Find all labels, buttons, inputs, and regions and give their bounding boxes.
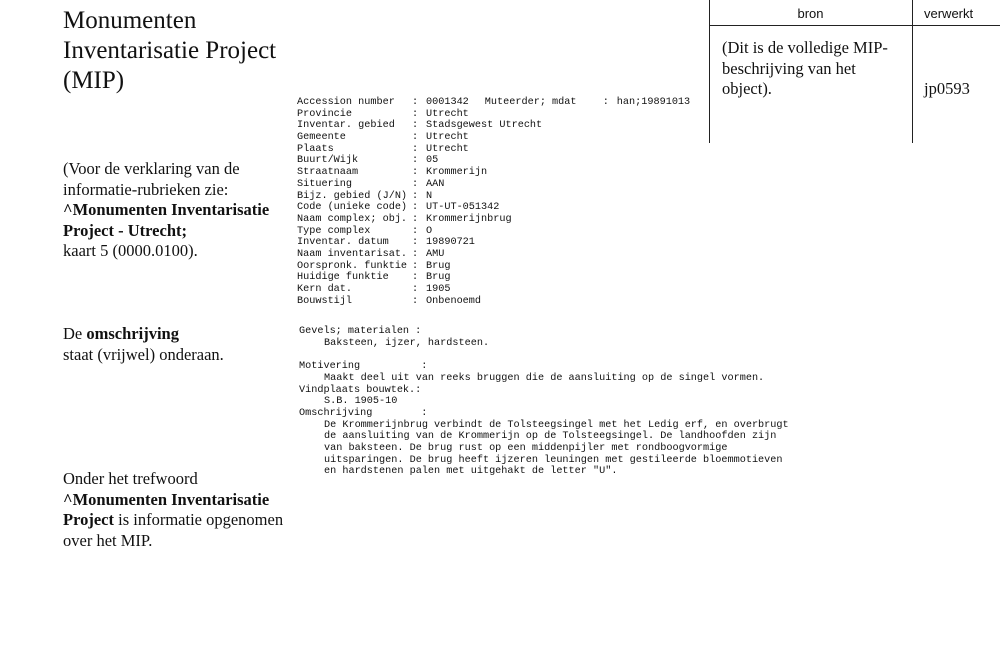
field-label: Type complex xyxy=(297,225,371,237)
field-value: Krommerijnbrug xyxy=(426,213,512,225)
vindplaats-text: S.B. 1905-10 xyxy=(324,396,398,408)
field-value: Utrecht xyxy=(426,132,469,144)
info-note-trefwoord xyxy=(63,469,303,551)
note-text: De xyxy=(63,324,83,343)
field-value: Utrecht xyxy=(426,108,469,120)
field-row xyxy=(297,132,690,144)
field-separator: : xyxy=(412,272,419,284)
field-separator: : xyxy=(412,237,419,249)
field-separator: : xyxy=(412,97,419,108)
field-value: 19890721 xyxy=(426,237,475,249)
omschrijving-heading: Omschrijving : xyxy=(299,407,428,419)
field-label: Inventar. datum xyxy=(297,237,389,249)
field-label: Naam complex; obj. xyxy=(297,213,408,225)
field-value: 1905 xyxy=(426,284,451,295)
field-label: Buurt/Wijk xyxy=(297,155,359,167)
field-separator: : xyxy=(412,202,419,214)
field-row xyxy=(297,202,690,214)
field-label: Huidige funktie xyxy=(297,272,389,284)
box-divider xyxy=(709,0,710,143)
record-sections xyxy=(299,326,794,478)
info-note-verklaring xyxy=(63,159,303,262)
field-value: AMU xyxy=(426,248,445,260)
field-row xyxy=(297,284,690,296)
note-text: staat (vrijwel) onderaan. xyxy=(63,344,224,364)
field-separator: : xyxy=(602,97,609,108)
page-title: Monumenten Inventarisatie Project (MIP) xyxy=(63,7,277,94)
field-row xyxy=(297,155,690,167)
field-label: Naam inventarisat. xyxy=(297,248,408,260)
field-separator: : xyxy=(412,213,419,225)
field-separator: : xyxy=(412,284,419,295)
field-separator: : xyxy=(412,178,419,190)
field-row xyxy=(297,226,690,238)
field-row xyxy=(297,214,690,226)
field-value: Onbenoemd xyxy=(426,295,482,307)
field-row xyxy=(297,249,690,261)
field-value: Utrecht xyxy=(426,143,469,155)
field-value: Krommerijn xyxy=(426,167,488,179)
field-value: Brug xyxy=(426,272,451,284)
note-reference: ^Monumenten Inventarisatie Project - Utrecht; xyxy=(63,200,270,240)
box-divider xyxy=(709,25,1000,26)
field-row xyxy=(297,120,690,132)
field-value: UT-UT-051342 xyxy=(426,202,500,214)
field-value: han;19891013 xyxy=(616,97,691,108)
note-text: Onder het trefwoord xyxy=(63,469,198,488)
verwerkt-header: verwerkt xyxy=(924,6,974,21)
field-label: Code (unieke code) xyxy=(297,202,408,214)
field-value: Stadsgewest Utrecht xyxy=(426,120,543,132)
field-label: Accession number xyxy=(297,97,395,108)
bron-text: (Dit is de volledige MIP-beschrijving van het object). xyxy=(722,38,888,98)
field-separator: : xyxy=(412,155,419,167)
field-label: Plaats xyxy=(297,143,334,155)
gevels-heading: Gevels; materialen : xyxy=(299,326,422,337)
bron-header: bron xyxy=(797,6,824,21)
field-separator: : xyxy=(412,190,419,202)
motivering-text: Maakt deel uit van reeks bruggen die de aansluiting op de singel vormen. xyxy=(324,372,765,384)
field-row xyxy=(297,261,690,273)
field-label: Oorspronk. funktie xyxy=(297,260,408,272)
field-row xyxy=(297,179,690,191)
field-label: Straatnaam xyxy=(297,167,359,179)
field-label: Inventar. gebied xyxy=(297,120,395,132)
note-reference: ^Monumenten Inventarisatie Project xyxy=(63,489,270,529)
field-separator: : xyxy=(412,120,419,132)
field-separator: : xyxy=(412,108,419,120)
field-label: Kern dat. xyxy=(297,284,353,295)
verwerkt-code: jp0593 xyxy=(924,79,970,98)
note-keyword: omschrijving xyxy=(86,324,179,343)
field-value: O xyxy=(426,225,433,237)
field-row xyxy=(297,191,690,203)
field-label: Muteerder; mdat xyxy=(484,97,577,108)
gevels-text: Baksteen, ijzer, hardsteen. xyxy=(324,337,490,349)
note-text: kaart 5 (0000.0100). xyxy=(63,241,198,260)
field-separator: : xyxy=(412,167,419,179)
field-separator: : xyxy=(412,260,419,272)
field-row xyxy=(297,109,690,121)
field-row xyxy=(297,237,690,249)
field-row xyxy=(297,296,690,308)
field-value: Brug xyxy=(426,260,451,272)
field-value: 05 xyxy=(426,155,439,167)
record-fields xyxy=(297,97,690,307)
note-text: is informatie opgenomen over het MIP. xyxy=(63,510,284,550)
field-row xyxy=(297,167,690,179)
box-divider xyxy=(912,0,913,143)
vindplaats-heading: Vindplaats bouwtek.: xyxy=(299,384,422,396)
field-separator: : xyxy=(412,143,419,155)
field-label: Bijz. gebied (J/N) xyxy=(297,190,408,202)
field-label: Provincie xyxy=(297,108,353,120)
note-text: (Voor de verklaring van de informatie-rubrieken zie: xyxy=(63,159,240,199)
field-separator: : xyxy=(412,132,419,144)
field-row xyxy=(297,272,690,284)
field-separator: : xyxy=(412,225,419,237)
field-value: AAN xyxy=(426,178,445,190)
field-row xyxy=(297,144,690,156)
info-note-omschrijving xyxy=(63,324,303,365)
field-label: Situering xyxy=(297,178,353,190)
field-separator: : xyxy=(412,295,419,307)
field-value: 0001342 xyxy=(426,97,469,108)
omschrijving-text: De Krommerijnbrug verbindt de Tolsteegsingel met het Ledig erf, en overbrugt de aansluiting van de Krommerijn op de Tolsteegsingel. De landhoofden zijn van baksteen. De brug rust op een middenpijler met rondboogvormige uitsparingen. De brug heeft ijzeren leuningen met gestileerde bloemmotieven en hardstenen palen met uitgehakt de letter "U". xyxy=(324,419,789,478)
motivering-heading: Motivering : xyxy=(299,361,428,373)
field-row xyxy=(297,97,690,109)
field-label: Gemeente xyxy=(297,132,346,144)
field-value: N xyxy=(426,190,433,202)
field-separator: : xyxy=(412,248,419,260)
field-label: Bouwstijl xyxy=(297,295,353,307)
